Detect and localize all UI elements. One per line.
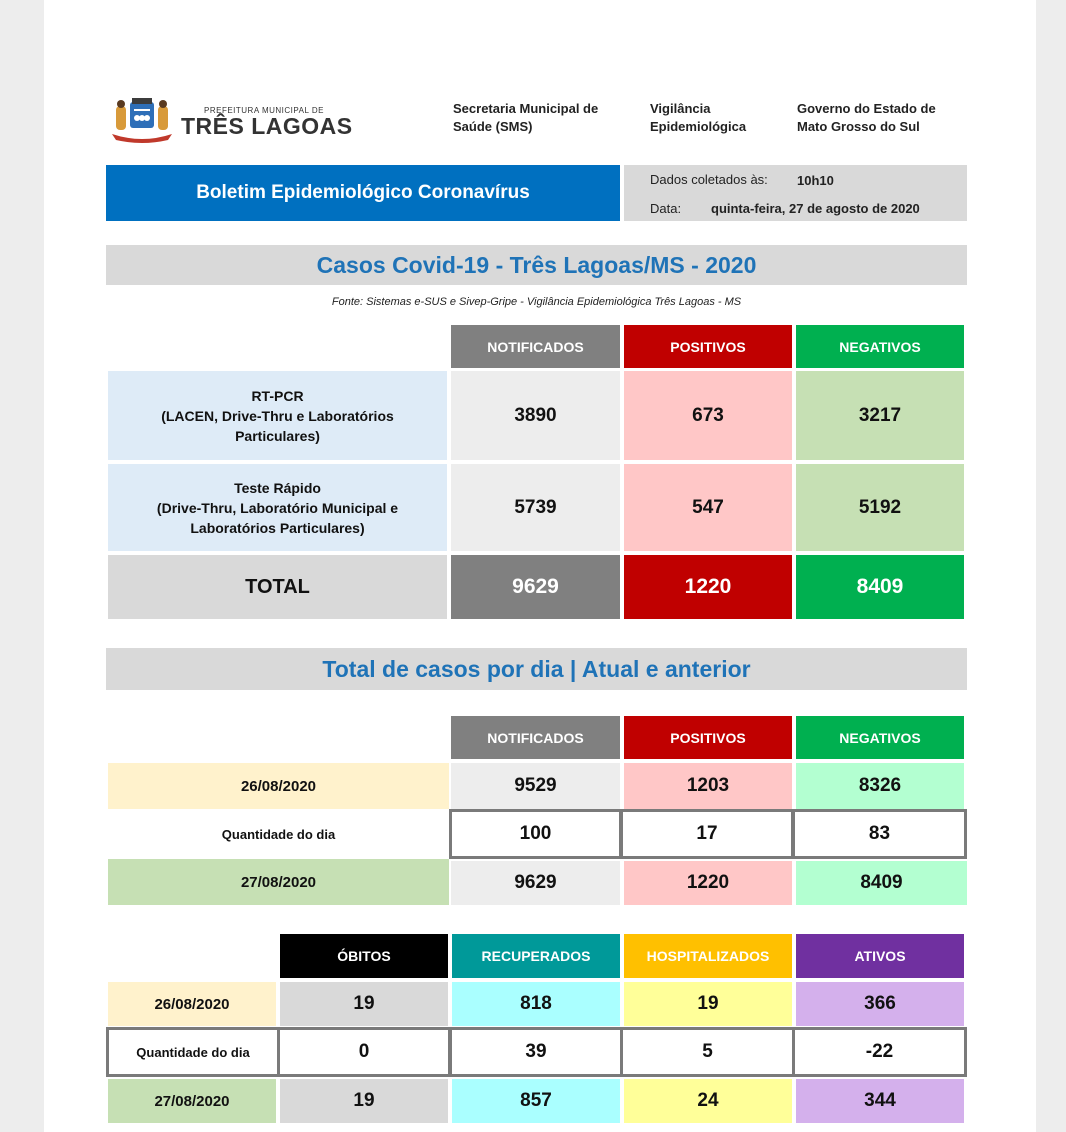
status-quantity-label: Quantidade do dia (106, 1027, 280, 1077)
daily-current-negativos: 8409 (796, 861, 967, 905)
header-ativos: ATIVOS (796, 934, 964, 978)
teste-rapido-negativos: 5192 (796, 464, 964, 551)
header-secretaria-line1: Secretaria Municipal de (453, 101, 599, 116)
header-obitos: ÓBITOS (280, 934, 448, 978)
status-qty-hospitalizados: 5 (620, 1027, 795, 1077)
status-prev-ativos: 366 (796, 982, 964, 1026)
status-current-ativos: 344 (796, 1079, 964, 1123)
city-name: TRÊS LAGOAS (181, 113, 353, 139)
teste-rapido-label-line1: Teste Rápido (234, 479, 321, 496)
status-prev-recuperados: 818 (452, 982, 620, 1026)
daily-qty-positivos: 17 (620, 809, 794, 859)
header-hospitalizados: HOSPITALIZADOS (624, 934, 792, 978)
collection-info (624, 165, 967, 221)
rtpcr-label-line1: RT-PCR (251, 387, 304, 404)
collected-time: 10h10 (797, 173, 834, 188)
daily-prev-negativos: 8326 (796, 763, 964, 809)
source-note: Fonte: Sistemas e-SUS e Sivep-Gripe - Vigilância Epidemiológica Três Lagoas - MS (331, 296, 742, 308)
status-qty-obitos: 0 (277, 1027, 451, 1077)
date-label: Data: (650, 201, 682, 216)
status-current-recuperados: 857 (452, 1079, 620, 1123)
header-vigilancia-line1: Vigilância (650, 101, 711, 116)
rtpcr-negativos: 3217 (796, 371, 964, 460)
bulletin-title: Boletim Epidemiológico Coronavírus (106, 165, 620, 221)
section-title-cases: Casos Covid-19 - Três Lagoas/MS - 2020 (106, 245, 967, 285)
status-date-prev: 26/08/2020 (108, 982, 276, 1026)
row-label-rtpcr (108, 371, 447, 460)
daily-qty-negativos: 83 (792, 809, 967, 859)
collected-label: Dados coletados às: (650, 172, 768, 187)
status-date-current: 27/08/2020 (108, 1079, 276, 1123)
section-title-daily: Total de casos por dia | Atual e anterior (106, 648, 967, 690)
header-recuperados: RECUPERADOS (452, 934, 620, 978)
header-governo (797, 100, 936, 136)
rtpcr-notificados: 3890 (451, 371, 620, 460)
teste-rapido-notificados: 5739 (451, 464, 620, 551)
status-prev-hospitalizados: 19 (624, 982, 792, 1026)
header-vigilancia (650, 100, 746, 136)
bulletin-page (44, 0, 1036, 1132)
total-negativos: 8409 (796, 555, 964, 619)
teste-rapido-label-line2: (Drive-Thru, Laboratório Municipal e (156, 499, 399, 516)
prefeitura-label: PREFEITURA MUNICIPAL DE (204, 106, 324, 115)
teste-rapido-positivos: 547 (624, 464, 792, 551)
daily-header-negativos: NEGATIVOS (796, 716, 964, 759)
status-qty-recuperados: 39 (449, 1027, 623, 1077)
total-label: TOTAL (108, 555, 447, 619)
daily-qty-notificados: 100 (449, 809, 622, 859)
daily-prev-notificados: 9529 (451, 763, 620, 809)
status-current-obitos: 19 (280, 1079, 448, 1123)
rtpcr-label-line2: (LACEN, Drive-Thru e Laboratórios (161, 407, 394, 424)
rtpcr-label-line3: Particulares) (235, 427, 320, 444)
header-secretaria (453, 100, 598, 136)
daily-current-notificados: 9629 (451, 861, 620, 905)
header-vigilancia-line2: Epidemiológica (650, 119, 747, 134)
header-positivos: POSITIVOS (624, 325, 792, 368)
rtpcr-positivos: 673 (624, 371, 792, 460)
daily-header-positivos: POSITIVOS (624, 716, 792, 759)
header-governo-line1: Governo do Estado de (797, 101, 936, 116)
daily-prev-positivos: 1203 (624, 763, 792, 809)
status-qty-ativos: -22 (792, 1027, 967, 1077)
coat-of-arms-icon (108, 96, 176, 144)
status-prev-obitos: 19 (280, 982, 448, 1026)
header-secretaria-line2: Saúde (SMS) (453, 119, 533, 134)
row-label-teste-rapido (108, 464, 447, 551)
teste-rapido-label-line3: Laboratórios Particulares) (190, 519, 365, 536)
daily-date-current: 27/08/2020 (108, 859, 449, 905)
total-notificados: 9629 (451, 555, 620, 619)
status-current-hospitalizados: 24 (624, 1079, 792, 1123)
header-governo-line2: Mato Grosso do Sul (797, 119, 920, 134)
daily-header-notificados: NOTIFICADOS (451, 716, 620, 759)
total-positivos: 1220 (624, 555, 792, 619)
header-notificados: NOTIFICADOS (451, 325, 620, 368)
date-value: quinta-feira, 27 de agosto de 2020 (711, 201, 920, 216)
daily-current-positivos: 1220 (624, 861, 792, 905)
daily-quantity-label: Quantidade do dia (221, 826, 336, 842)
header-negativos: NEGATIVOS (796, 325, 964, 368)
daily-date-prev: 26/08/2020 (108, 763, 449, 809)
